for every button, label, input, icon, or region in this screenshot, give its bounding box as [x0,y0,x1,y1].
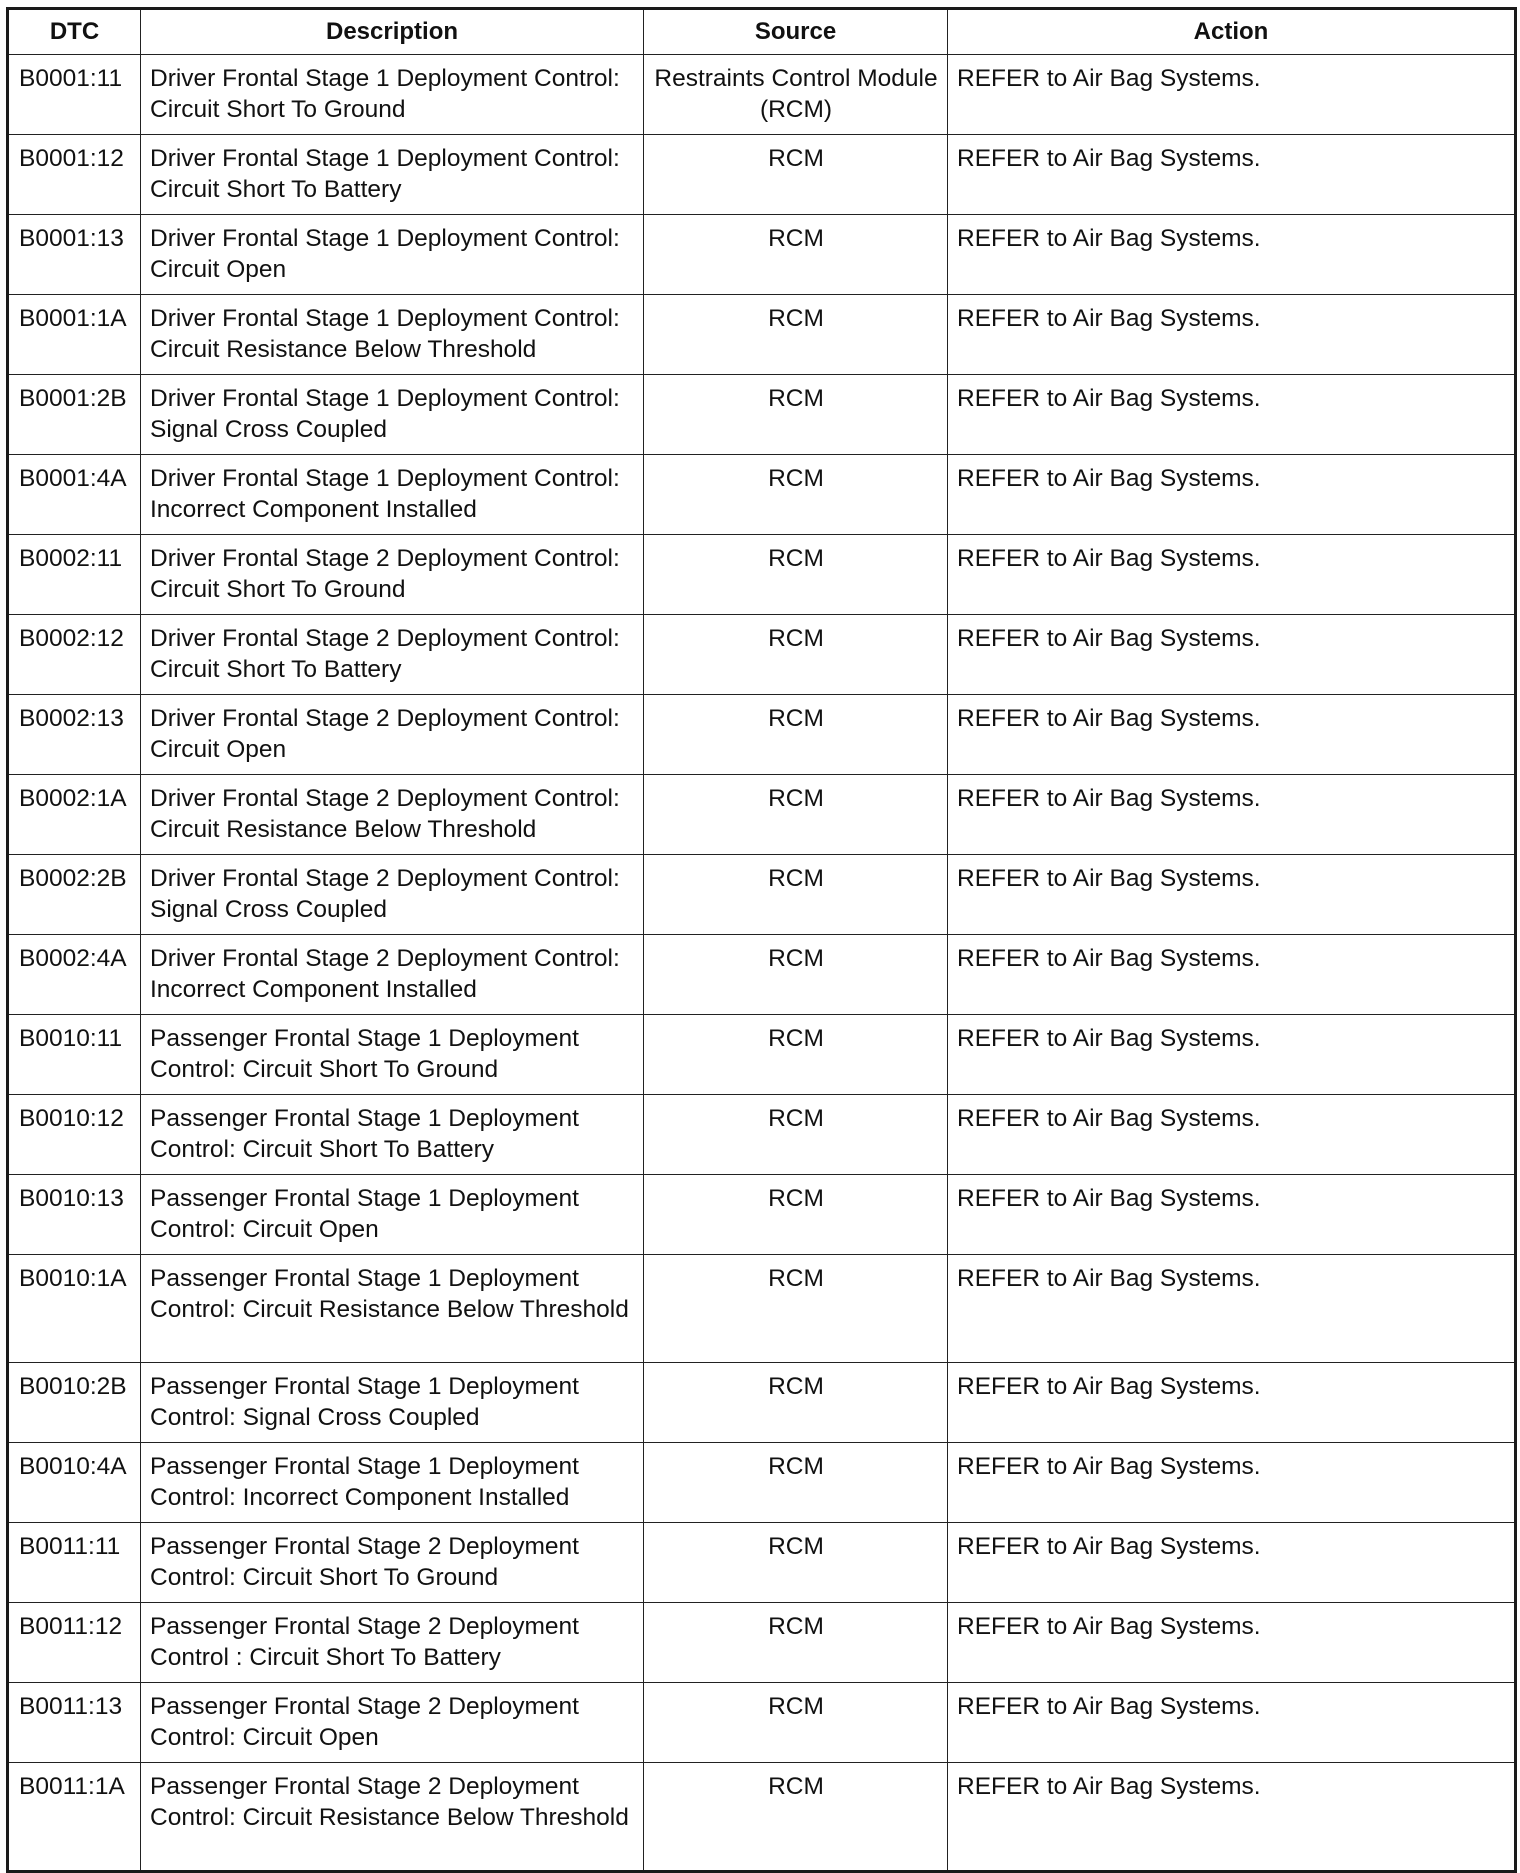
dtc-action: REFER to Air Bag Systems. [948,1363,1516,1443]
dtc-code: B0010:4A [8,1443,141,1523]
dtc-code: B0011:1A [8,1763,141,1872]
table-row [8,535,1516,615]
table-row [8,1255,1516,1363]
dtc-description: Driver Frontal Stage 1 Deployment Control: Incorrect Component Installed [141,455,644,535]
dtc-code: B0001:4A [8,455,141,535]
dtc-description: Driver Frontal Stage 1 Deployment Control: Circuit Open [141,215,644,295]
dtc-code: B0011:12 [8,1603,141,1683]
dtc-source: RCM [644,695,948,775]
dtc-source: RCM [644,1363,948,1443]
dtc-action: REFER to Air Bag Systems. [948,375,1516,455]
dtc-table [6,7,1517,1873]
dtc-source: RCM [644,215,948,295]
dtc-action: REFER to Air Bag Systems. [948,1683,1516,1763]
dtc-code: B0010:13 [8,1175,141,1255]
dtc-source: RCM [644,1683,948,1763]
dtc-source: RCM [644,455,948,535]
table-row [8,1763,1516,1872]
dtc-code: B0010:12 [8,1095,141,1175]
dtc-code: B0002:12 [8,615,141,695]
dtc-action: REFER to Air Bag Systems. [948,55,1516,135]
table-row [8,1603,1516,1683]
table-row [8,935,1516,1015]
table-row [8,1523,1516,1603]
dtc-source: RCM [644,775,948,855]
table-row [8,295,1516,375]
dtc-action: REFER to Air Bag Systems. [948,1523,1516,1603]
dtc-source: RCM [644,1443,948,1523]
dtc-description: Passenger Frontal Stage 2 Deployment Control: Circuit Short To Ground [141,1523,644,1603]
dtc-description: Driver Frontal Stage 2 Deployment Control: Signal Cross Coupled [141,855,644,935]
dtc-description: Driver Frontal Stage 1 Deployment Control: Circuit Short To Ground [141,55,644,135]
dtc-action: REFER to Air Bag Systems. [948,1443,1516,1523]
table-row [8,855,1516,935]
dtc-description: Driver Frontal Stage 2 Deployment Control: Circuit Open [141,695,644,775]
dtc-code: B0002:13 [8,695,141,775]
dtc-code: B0011:11 [8,1523,141,1603]
dtc-source: RCM [644,375,948,455]
dtc-action: REFER to Air Bag Systems. [948,855,1516,935]
dtc-code: B0002:4A [8,935,141,1015]
header-dtc: DTC [8,9,141,55]
dtc-code: B0001:11 [8,55,141,135]
dtc-table-container [6,7,1514,1873]
dtc-action: REFER to Air Bag Systems. [948,935,1516,1015]
table-row [8,1363,1516,1443]
dtc-action: REFER to Air Bag Systems. [948,215,1516,295]
dtc-description: Driver Frontal Stage 1 Deployment Control: Circuit Resistance Below Threshold [141,295,644,375]
dtc-code: B0010:11 [8,1015,141,1095]
header-description: Description [141,9,644,55]
table-row [8,615,1516,695]
dtc-source: RCM [644,855,948,935]
dtc-description: Passenger Frontal Stage 2 Deployment Control : Circuit Short To Battery [141,1603,644,1683]
table-row [8,775,1516,855]
dtc-action: REFER to Air Bag Systems. [948,1255,1516,1363]
dtc-code: B0001:12 [8,135,141,215]
dtc-action: REFER to Air Bag Systems. [948,1015,1516,1095]
dtc-source: RCM [644,1175,948,1255]
dtc-description: Passenger Frontal Stage 1 Deployment Control: Signal Cross Coupled [141,1363,644,1443]
dtc-code: B0002:1A [8,775,141,855]
dtc-description: Passenger Frontal Stage 1 Deployment Control: Circuit Open [141,1175,644,1255]
dtc-source: RCM [644,1255,948,1363]
table-row [8,55,1516,135]
dtc-action: REFER to Air Bag Systems. [948,615,1516,695]
dtc-description: Driver Frontal Stage 2 Deployment Control: Circuit Short To Battery [141,615,644,695]
dtc-action: REFER to Air Bag Systems. [948,775,1516,855]
dtc-description: Passenger Frontal Stage 2 Deployment Control: Circuit Open [141,1683,644,1763]
dtc-code: B0002:11 [8,535,141,615]
dtc-source: RCM [644,935,948,1015]
dtc-source: RCM [644,1603,948,1683]
table-row [8,695,1516,775]
table-header-row [8,9,1516,55]
dtc-action: REFER to Air Bag Systems. [948,455,1516,535]
dtc-code: B0010:1A [8,1255,141,1363]
dtc-description: Passenger Frontal Stage 1 Deployment Control: Circuit Resistance Below Threshold [141,1255,644,1363]
table-row [8,1095,1516,1175]
dtc-source: RCM [644,535,948,615]
dtc-action: REFER to Air Bag Systems. [948,1175,1516,1255]
header-source: Source [644,9,948,55]
table-row [8,135,1516,215]
dtc-code: B0011:13 [8,1683,141,1763]
dtc-action: REFER to Air Bag Systems. [948,1763,1516,1872]
dtc-description: Passenger Frontal Stage 1 Deployment Control: Incorrect Component Installed [141,1443,644,1523]
dtc-code: B0010:2B [8,1363,141,1443]
dtc-code: B0001:1A [8,295,141,375]
dtc-action: REFER to Air Bag Systems. [948,535,1516,615]
dtc-code: B0002:2B [8,855,141,935]
dtc-description: Passenger Frontal Stage 2 Deployment Control: Circuit Resistance Below Threshold [141,1763,644,1872]
dtc-source: RCM [644,1523,948,1603]
dtc-description: Driver Frontal Stage 2 Deployment Control: Circuit Short To Ground [141,535,644,615]
dtc-source: RCM [644,1095,948,1175]
dtc-description: Passenger Frontal Stage 1 Deployment Control: Circuit Short To Ground [141,1015,644,1095]
header-action: Action [948,9,1516,55]
dtc-source: RCM [644,135,948,215]
dtc-description: Driver Frontal Stage 2 Deployment Control: Incorrect Component Installed [141,935,644,1015]
dtc-action: REFER to Air Bag Systems. [948,295,1516,375]
dtc-source: RCM [644,1015,948,1095]
dtc-source: RCM [644,1763,948,1872]
dtc-action: REFER to Air Bag Systems. [948,1095,1516,1175]
dtc-description: Driver Frontal Stage 1 Deployment Control: Signal Cross Coupled [141,375,644,455]
dtc-action: REFER to Air Bag Systems. [948,1603,1516,1683]
dtc-source: Restraints Control Module (RCM) [644,55,948,135]
dtc-action: REFER to Air Bag Systems. [948,695,1516,775]
dtc-source: RCM [644,295,948,375]
dtc-description: Driver Frontal Stage 1 Deployment Control: Circuit Short To Battery [141,135,644,215]
dtc-action: REFER to Air Bag Systems. [948,135,1516,215]
dtc-description: Driver Frontal Stage 2 Deployment Control: Circuit Resistance Below Threshold [141,775,644,855]
dtc-code: B0001:13 [8,215,141,295]
table-row [8,375,1516,455]
table-row [8,1443,1516,1523]
table-row [8,1683,1516,1763]
dtc-code: B0001:2B [8,375,141,455]
table-row [8,215,1516,295]
table-row [8,455,1516,535]
table-row [8,1175,1516,1255]
table-row [8,1015,1516,1095]
dtc-description: Passenger Frontal Stage 1 Deployment Control: Circuit Short To Battery [141,1095,644,1175]
dtc-source: RCM [644,615,948,695]
